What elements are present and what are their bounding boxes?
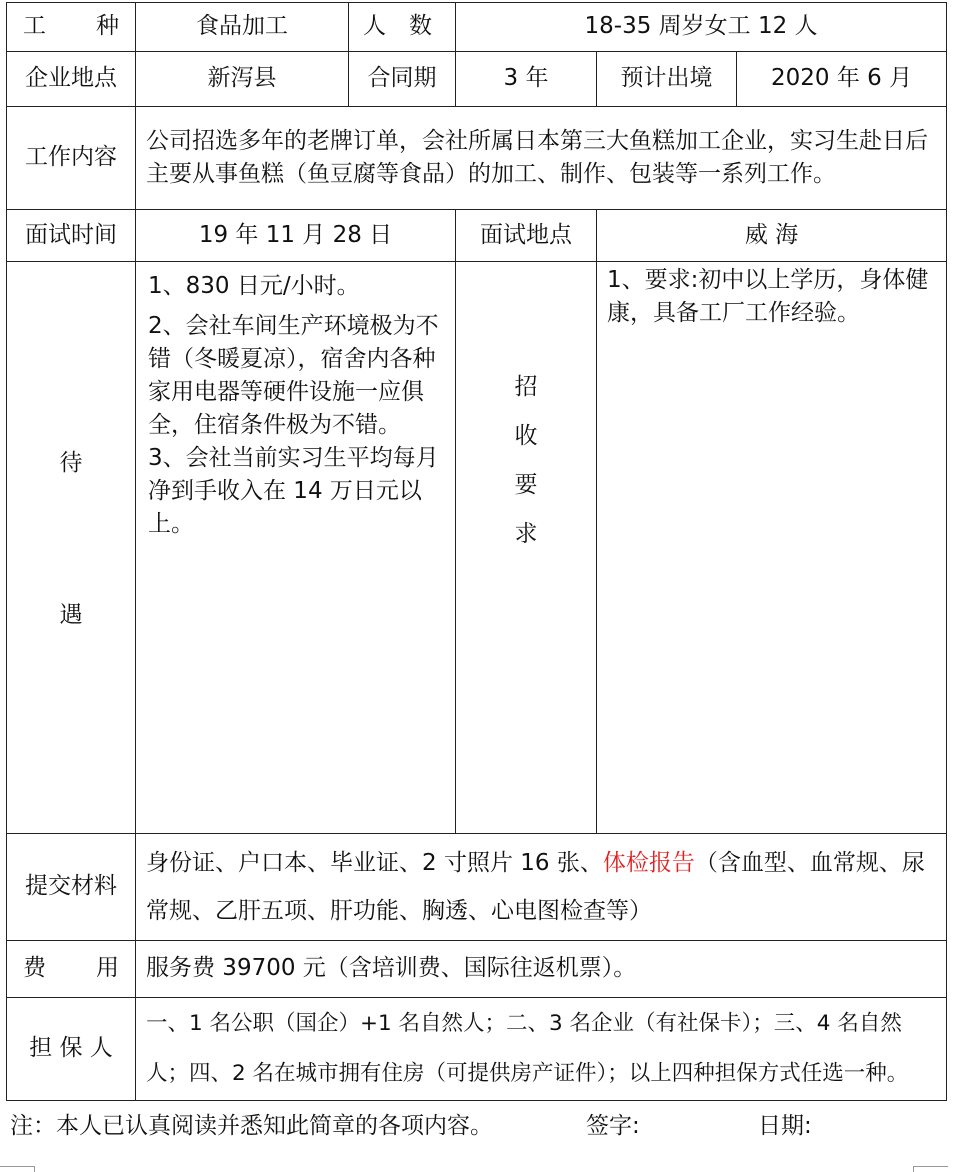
- guarantor-value: 一、1 名公职（国企）+1 名自然人；二、3 名企业（有社保卡）；三、4 名自然人；四、2 名在城市拥有住房（可提供房产证件）；以上四种担保方式任选一种。: [136, 998, 947, 1101]
- job-type-value: 食品加工: [136, 3, 349, 52]
- recruitment-form-table: [6, 2, 947, 1101]
- benefit-item: 2、会社车间生产环境极为不错（冬暖夏凉），宿舍内各种家用电器等硬件设施一应俱全，住宿条件极为不错。: [148, 313, 439, 438]
- interview-time-value: 19 年 11 月 28 日: [136, 210, 456, 262]
- benefit-item: 3、会社当前实习生平均每月净到手收入在 14 万日元以上。: [148, 445, 439, 537]
- location-label: 企业地点: [7, 52, 136, 107]
- signature-label: 签字:: [586, 1113, 640, 1139]
- row-fee: [7, 941, 947, 998]
- departure-label: 预计出境: [597, 52, 737, 107]
- job-content-value: 公司招选多年的老牌订单，会社所属日本第三大鱼糕加工企业，实习生赴日后主要从事鱼糕（鱼豆腐等食品）的加工、制作、包装等一系列工作。: [136, 107, 947, 210]
- fee-value: 服务费 39700 元（含培训费、国际往返机票）。: [136, 941, 947, 998]
- interview-time-label: 面试时间: [7, 210, 136, 262]
- benefit-item: 1、830 日元/小时。: [148, 273, 360, 299]
- row-interview: [7, 210, 947, 262]
- guarantor-label: 担 保 人: [7, 998, 136, 1101]
- materials-text-rest: （含血型、血常规、尿常规、乙肝五项、肝功能、胸透、心电图检查等）: [146, 850, 925, 924]
- row-job-content: [7, 107, 947, 210]
- interview-place-value: 威 海: [597, 210, 947, 262]
- row-guarantor: [7, 998, 947, 1101]
- materials-label: 提交材料: [7, 834, 136, 941]
- job-content-label: 工作内容: [7, 107, 136, 210]
- date-label: 日期:: [758, 1113, 812, 1139]
- row-location: [7, 52, 947, 107]
- row-benefits-requirements: [7, 262, 947, 834]
- departure-value: 2020 年 6 月: [737, 52, 947, 107]
- headcount-label: 人 数: [349, 3, 456, 52]
- contract-label: 合同期: [349, 52, 456, 107]
- materials-text: 身份证、户口本、毕业证、2 寸照片 16 张、: [146, 850, 603, 876]
- benefits-label: [7, 262, 136, 834]
- medical-report-highlight: 体检报告: [602, 850, 695, 876]
- crop-mark-left: [0, 1166, 35, 1172]
- requirements-label-char: 求: [514, 521, 538, 548]
- benefits-label-char: 遇: [59, 601, 83, 628]
- crop-mark-right: [913, 1166, 948, 1172]
- benefits-list: [136, 262, 456, 834]
- materials-value: [136, 834, 947, 941]
- row-materials: [7, 834, 947, 941]
- footer-note: 注：本人已认真阅读并悉知此简章的各项内容。: [10, 1113, 493, 1139]
- requirements-label-char: 收: [514, 423, 538, 450]
- benefits-label-char: 待: [59, 450, 83, 477]
- row-job-type: [7, 3, 947, 52]
- contract-value: 3 年: [456, 52, 597, 107]
- location-value: 新泻县: [136, 52, 349, 107]
- requirements-label-char: 要: [514, 472, 538, 499]
- headcount-value: 18-35 周岁女工 12 人: [456, 3, 947, 52]
- interview-place-label: 面试地点: [456, 210, 597, 262]
- job-type-label: 工 种: [7, 3, 136, 52]
- requirements-label: [456, 262, 597, 834]
- requirements-label-char: 招: [514, 374, 538, 400]
- fee-label: 费 用: [7, 941, 136, 998]
- requirements-text: 1、要求:初中以上学历，身体健康，具备工厂工作经验。: [597, 262, 947, 834]
